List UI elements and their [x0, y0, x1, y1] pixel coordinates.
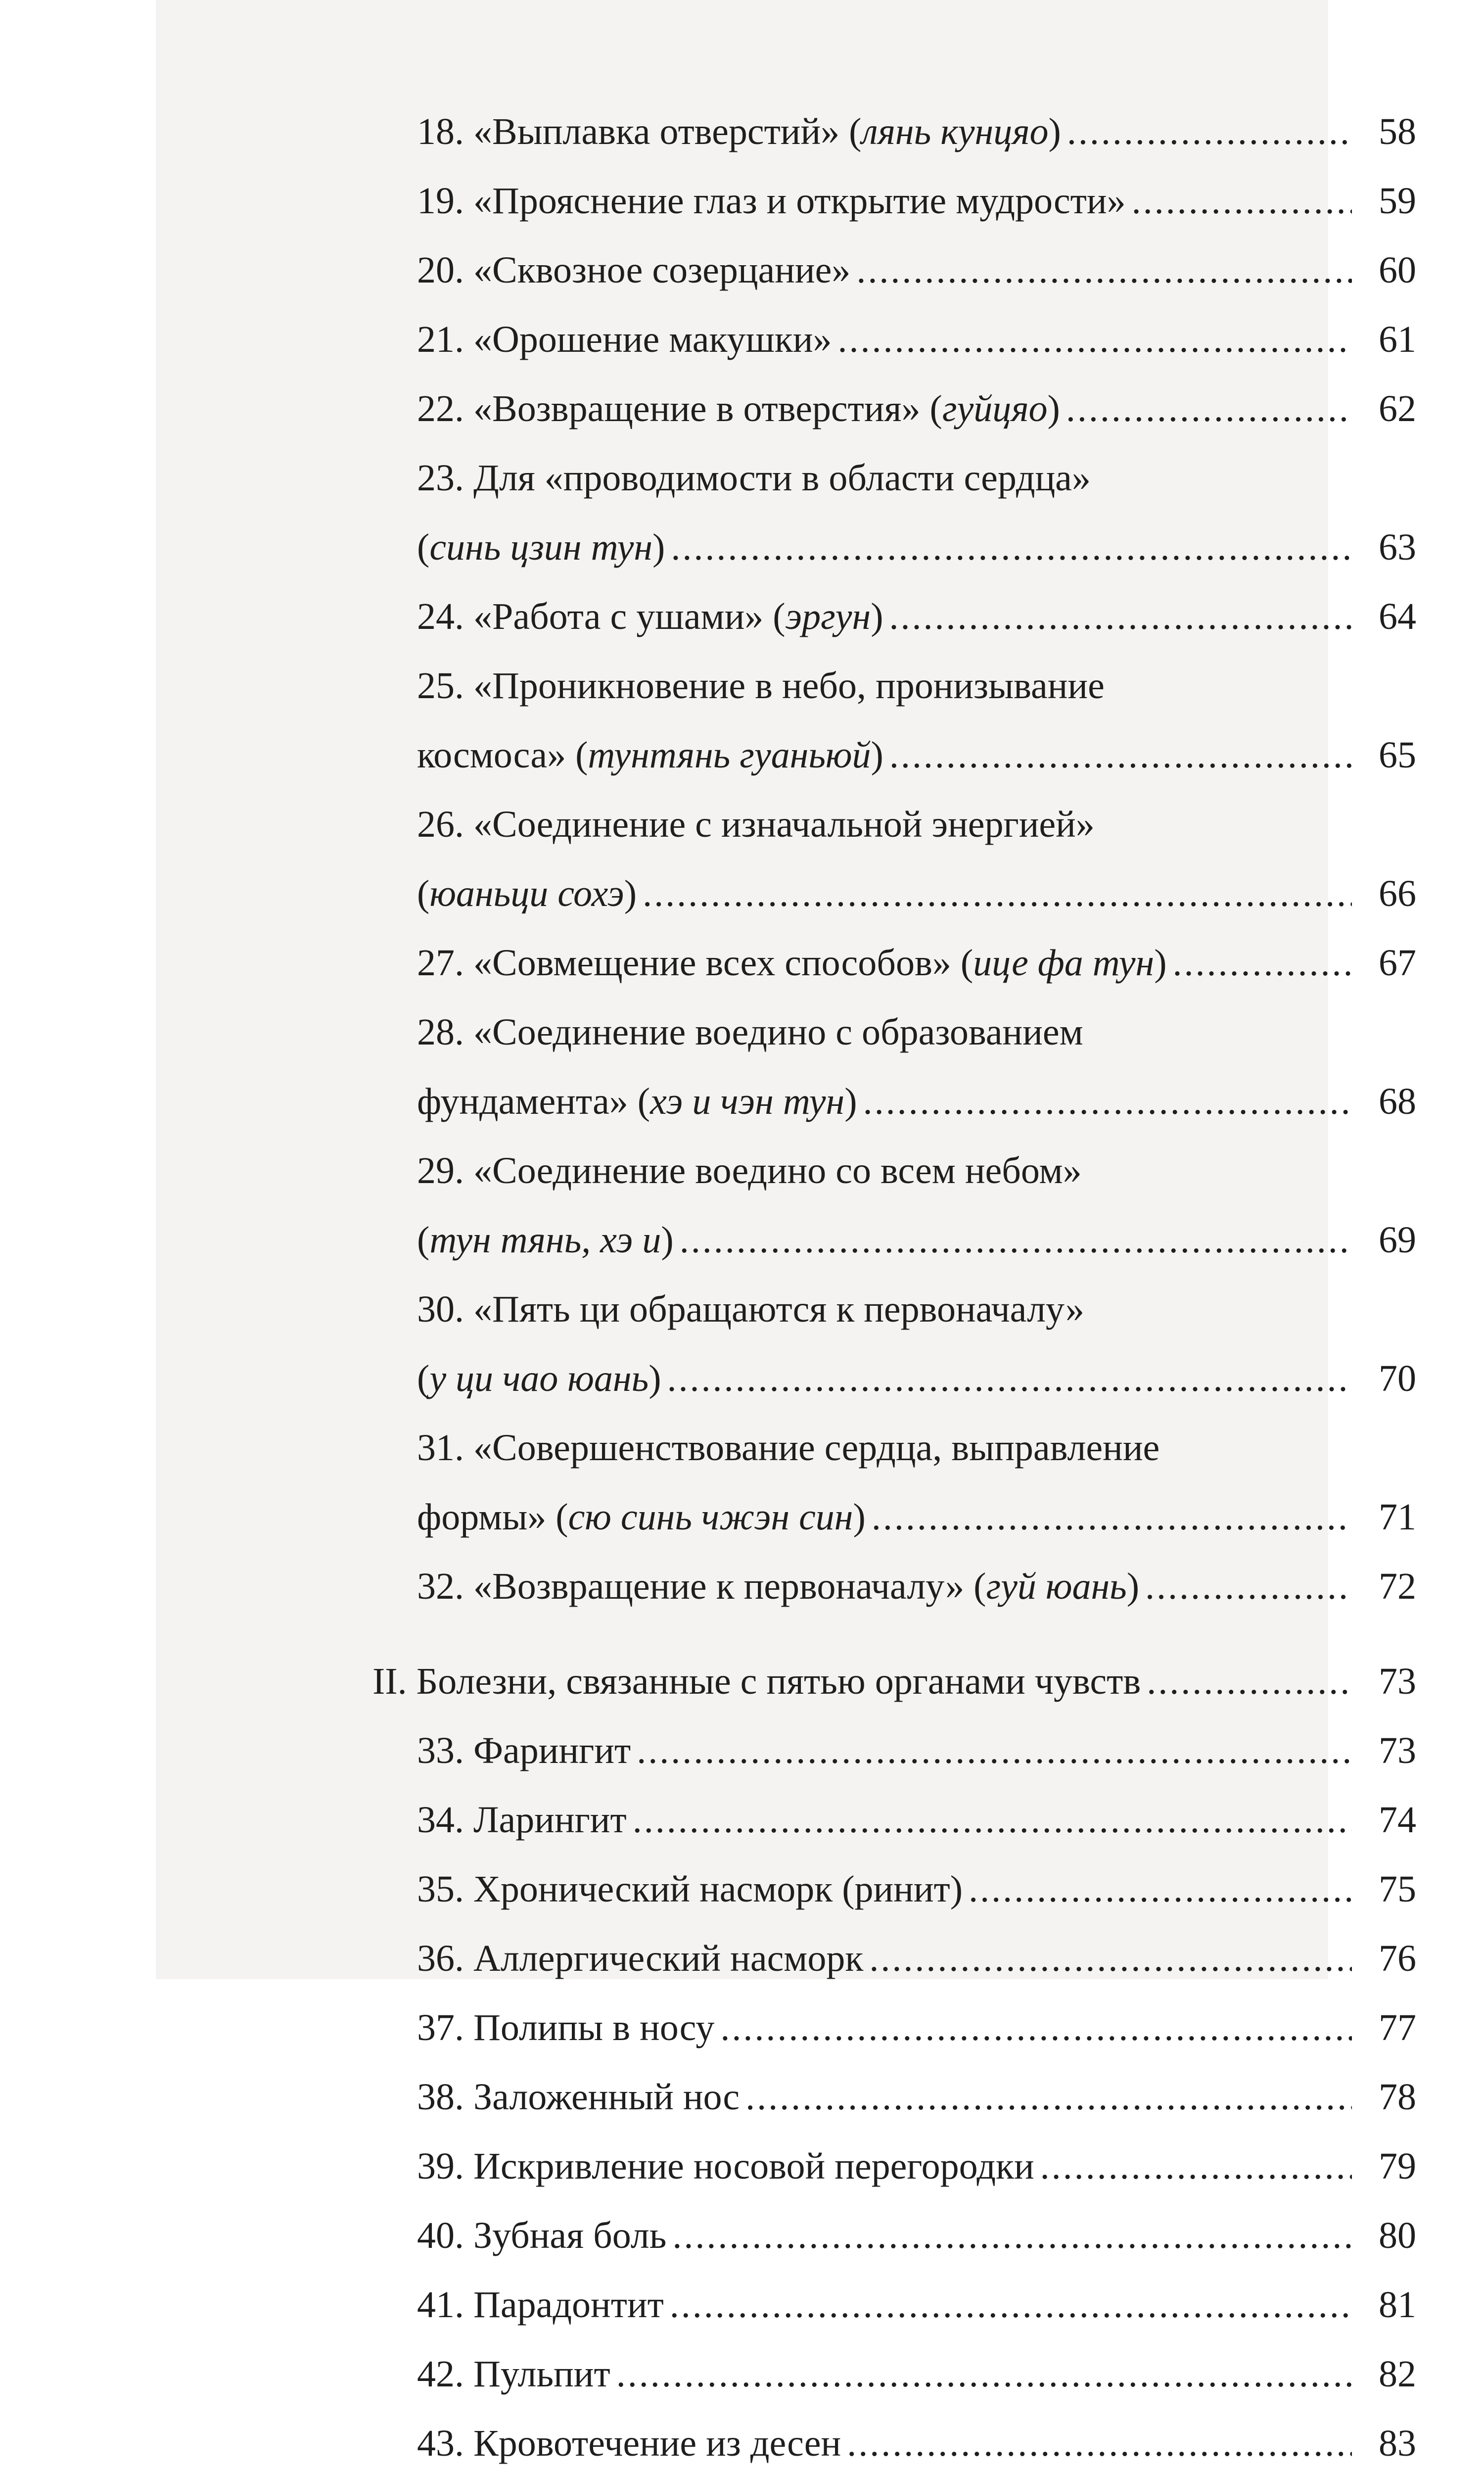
leader-dots — [671, 513, 1352, 582]
entry-number: 20. — [417, 249, 464, 291]
entry-title: «Возвращение к первоначалу» (гуй юань) — [473, 1566, 1140, 1607]
toc-entry-31 — [372, 1482, 1416, 1552]
toc-entry-40 — [372, 2201, 1416, 2270]
toc-entry-29-line1 — [372, 1136, 1416, 1205]
entry-number: 18. — [417, 111, 464, 152]
toc-entry-29 — [372, 1205, 1416, 1275]
entry-number: 32. — [417, 1566, 464, 1607]
leader-dots — [1132, 166, 1352, 236]
toc-entry-43 — [372, 2409, 1416, 2474]
section-title: Болезни, связанные с пятью органами чувств — [416, 1661, 1141, 1702]
section-number: II. — [372, 1661, 407, 1702]
entry-number: 26. — [417, 804, 464, 845]
leader-dots — [637, 1716, 1352, 1785]
entry-number: 36. — [417, 1938, 464, 1979]
entry-title: Парадонтит — [473, 2284, 664, 2326]
toc-entry-23 — [372, 513, 1416, 582]
toc-entry-34 — [372, 1785, 1416, 1855]
toc-entry-26-line1 — [372, 790, 1416, 859]
leader-dots — [745, 2062, 1352, 2132]
page-number: 72 — [1379, 1566, 1416, 1607]
entry-number: 31. — [417, 1427, 464, 1469]
leader-dots — [1173, 928, 1352, 998]
entry-title: «Совершенствование сердца, выправление — [473, 1427, 1160, 1469]
entry-title: Аллергический насморк — [473, 1938, 864, 1979]
page-number: 62 — [1379, 388, 1416, 429]
toc-entry-22 — [372, 374, 1416, 443]
entry-number: 33. — [417, 1730, 464, 1771]
entry-title: Хронический насморк (ринит) — [473, 1868, 963, 1910]
page-number: 73 — [1379, 1730, 1416, 1771]
entry-title: «Соединение воедино со всем небом» — [473, 1150, 1082, 1191]
leader-dots — [889, 720, 1352, 790]
entry-title: «Совмещение всех способов» (ице фа тун) — [473, 942, 1167, 984]
toc-entry-19 — [372, 166, 1416, 236]
leader-dots — [872, 1482, 1352, 1552]
entry-number: 29. — [417, 1150, 464, 1191]
toc-entry-41 — [372, 2270, 1416, 2339]
page-number: 70 — [1379, 1358, 1416, 1399]
leader-dots — [863, 1067, 1352, 1136]
entry-title: Фарингит — [473, 1730, 631, 1771]
entry-title: Зубная боль — [473, 2215, 667, 2256]
page-number: 74 — [1379, 1799, 1416, 1841]
page-number: 65 — [1379, 734, 1416, 776]
leader-dots — [838, 305, 1352, 374]
entry-title: «Соединение воедино с образованием — [473, 1011, 1083, 1053]
entry-number: 19. — [417, 180, 464, 222]
entry-title: Полипы в носу — [473, 2007, 715, 2048]
toc-entry-28-line1 — [372, 998, 1416, 1067]
leader-dots — [889, 582, 1352, 651]
entry-number: 21. — [417, 319, 464, 360]
entry-number: 25. — [417, 665, 464, 707]
page-number: 83 — [1379, 2423, 1416, 2464]
page-number: 58 — [1379, 111, 1416, 152]
toc-entry-32 — [372, 1552, 1416, 1621]
toc-entry-25-line1 — [372, 651, 1416, 720]
entry-title: Искривление носовой перегородки — [473, 2145, 1034, 2187]
leader-dots — [856, 236, 1352, 305]
leader-dots — [1145, 1552, 1352, 1621]
leader-dots — [1067, 97, 1352, 166]
leader-dots — [1147, 1647, 1352, 1716]
entry-title: «Работа с ушами» (эргун) — [473, 596, 883, 637]
entry-title: «Орошение макушки» — [473, 319, 832, 360]
page-number: 75 — [1379, 1868, 1416, 1910]
toc-entry-30 — [372, 1344, 1416, 1413]
entry-title-continued: формы» (сю синь чжэн син) — [417, 1496, 866, 1538]
leader-dots — [1066, 374, 1352, 443]
entry-number: 28. — [417, 1011, 464, 1053]
toc-entry-31-line1 — [372, 1413, 1416, 1482]
entry-title-continued: космоса» (тунтянь гуаньюй) — [417, 734, 883, 776]
entry-title-continued: (юаньци сохэ) — [417, 873, 637, 914]
toc-entry-42 — [372, 2339, 1416, 2409]
leader-dots — [643, 859, 1352, 928]
toc-entry-37 — [372, 1993, 1416, 2062]
page-number: 64 — [1379, 596, 1416, 637]
toc-entry-21 — [372, 305, 1416, 374]
entry-number: 24. — [417, 596, 464, 637]
toc-entry-24 — [372, 582, 1416, 651]
entry-title-continued: фундамента» (хэ и чэн тун) — [417, 1081, 857, 1122]
page-number: 79 — [1379, 2145, 1416, 2187]
toc-section-II — [372, 1647, 1416, 1716]
table-of-contents — [372, 97, 1416, 2474]
entry-number: 42. — [417, 2353, 464, 2395]
entry-title: «Прояснение глаз и открытие мудрости» — [473, 180, 1126, 222]
leader-dots — [869, 1924, 1352, 1993]
toc-entry-25 — [372, 720, 1416, 790]
entry-title: Заложенный нос — [473, 2076, 740, 2118]
toc-entry-30-line1 — [372, 1275, 1416, 1344]
entry-title: Пульпит — [473, 2353, 610, 2395]
leader-dots — [680, 1205, 1352, 1275]
toc-entry-26 — [372, 859, 1416, 928]
toc-entry-38 — [372, 2062, 1416, 2132]
entry-number: 30. — [417, 1288, 464, 1330]
book-page — [156, 0, 1416, 2464]
page-number: 82 — [1379, 2353, 1416, 2395]
leader-dots — [847, 2409, 1352, 2474]
page-number: 71 — [1379, 1496, 1416, 1538]
entry-title: «Соединение с изначальной энергией» — [473, 804, 1095, 845]
page-number: 78 — [1379, 2076, 1416, 2118]
leader-dots — [1040, 2132, 1352, 2201]
entry-number: 41. — [417, 2284, 464, 2326]
entry-number: 37. — [417, 2007, 464, 2048]
leader-dots — [670, 2270, 1352, 2339]
page-number: 73 — [1379, 1661, 1416, 1702]
entry-number: 35. — [417, 1868, 464, 1910]
entry-number: 34. — [417, 1799, 464, 1841]
entry-number: 43. — [417, 2423, 464, 2464]
entry-title: «Проникновение в небо, пронизывание — [473, 665, 1105, 707]
page-number: 67 — [1379, 942, 1416, 984]
page-number: 68 — [1379, 1081, 1416, 1122]
entry-title-continued: (у ци чао юань) — [417, 1358, 661, 1399]
leader-dots — [672, 2201, 1352, 2270]
toc-entry-36 — [372, 1924, 1416, 1993]
entry-number: 27. — [417, 942, 464, 984]
page-number: 61 — [1379, 319, 1416, 360]
entry-title: «Сквозное созерцание» — [473, 249, 851, 291]
page-number: 76 — [1379, 1938, 1416, 1979]
leader-dots — [667, 1344, 1352, 1413]
entry-number: 23. — [417, 457, 464, 499]
page-number: 80 — [1379, 2215, 1416, 2256]
page-number: 77 — [1379, 2007, 1416, 2048]
toc-entry-23-line1 — [372, 443, 1416, 513]
entry-number: 22. — [417, 388, 464, 429]
entry-title: Для «проводимости в области сердца» — [473, 457, 1091, 499]
toc-entry-35 — [372, 1855, 1416, 1924]
entry-title: «Пять ци обращаются к первоначалу» — [473, 1288, 1084, 1330]
page-number: 69 — [1379, 1219, 1416, 1261]
page-number: 63 — [1379, 526, 1416, 568]
entry-title: «Выплавка отверстий» (лянь кунцяо) — [473, 111, 1061, 152]
leader-dots — [633, 1785, 1352, 1855]
entry-title-continued: (тун тянь, хэ и) — [417, 1219, 674, 1261]
entry-title: «Возвращение в отверстия» (гуйцяо) — [473, 388, 1060, 429]
entry-number: 40. — [417, 2215, 464, 2256]
toc-entry-20 — [372, 236, 1416, 305]
page-number: 60 — [1379, 249, 1416, 291]
entry-number: 38. — [417, 2076, 464, 2118]
toc-entry-27 — [372, 928, 1416, 998]
leader-dots — [969, 1855, 1352, 1924]
entry-number: 39. — [417, 2145, 464, 2187]
entry-title: Кровотечение из десен — [473, 2423, 841, 2464]
page-number: 59 — [1379, 180, 1416, 222]
leader-dots — [720, 1993, 1352, 2062]
leader-dots — [616, 2339, 1352, 2409]
page-number: 81 — [1379, 2284, 1416, 2326]
entry-title-continued: (синь цзин тун) — [417, 526, 665, 568]
page-number: 66 — [1379, 873, 1416, 914]
toc-entry-39 — [372, 2132, 1416, 2201]
toc-entry-28 — [372, 1067, 1416, 1136]
toc-entry-33 — [372, 1716, 1416, 1785]
toc-entry-18 — [372, 97, 1416, 166]
entry-title: Ларингит — [473, 1799, 627, 1841]
